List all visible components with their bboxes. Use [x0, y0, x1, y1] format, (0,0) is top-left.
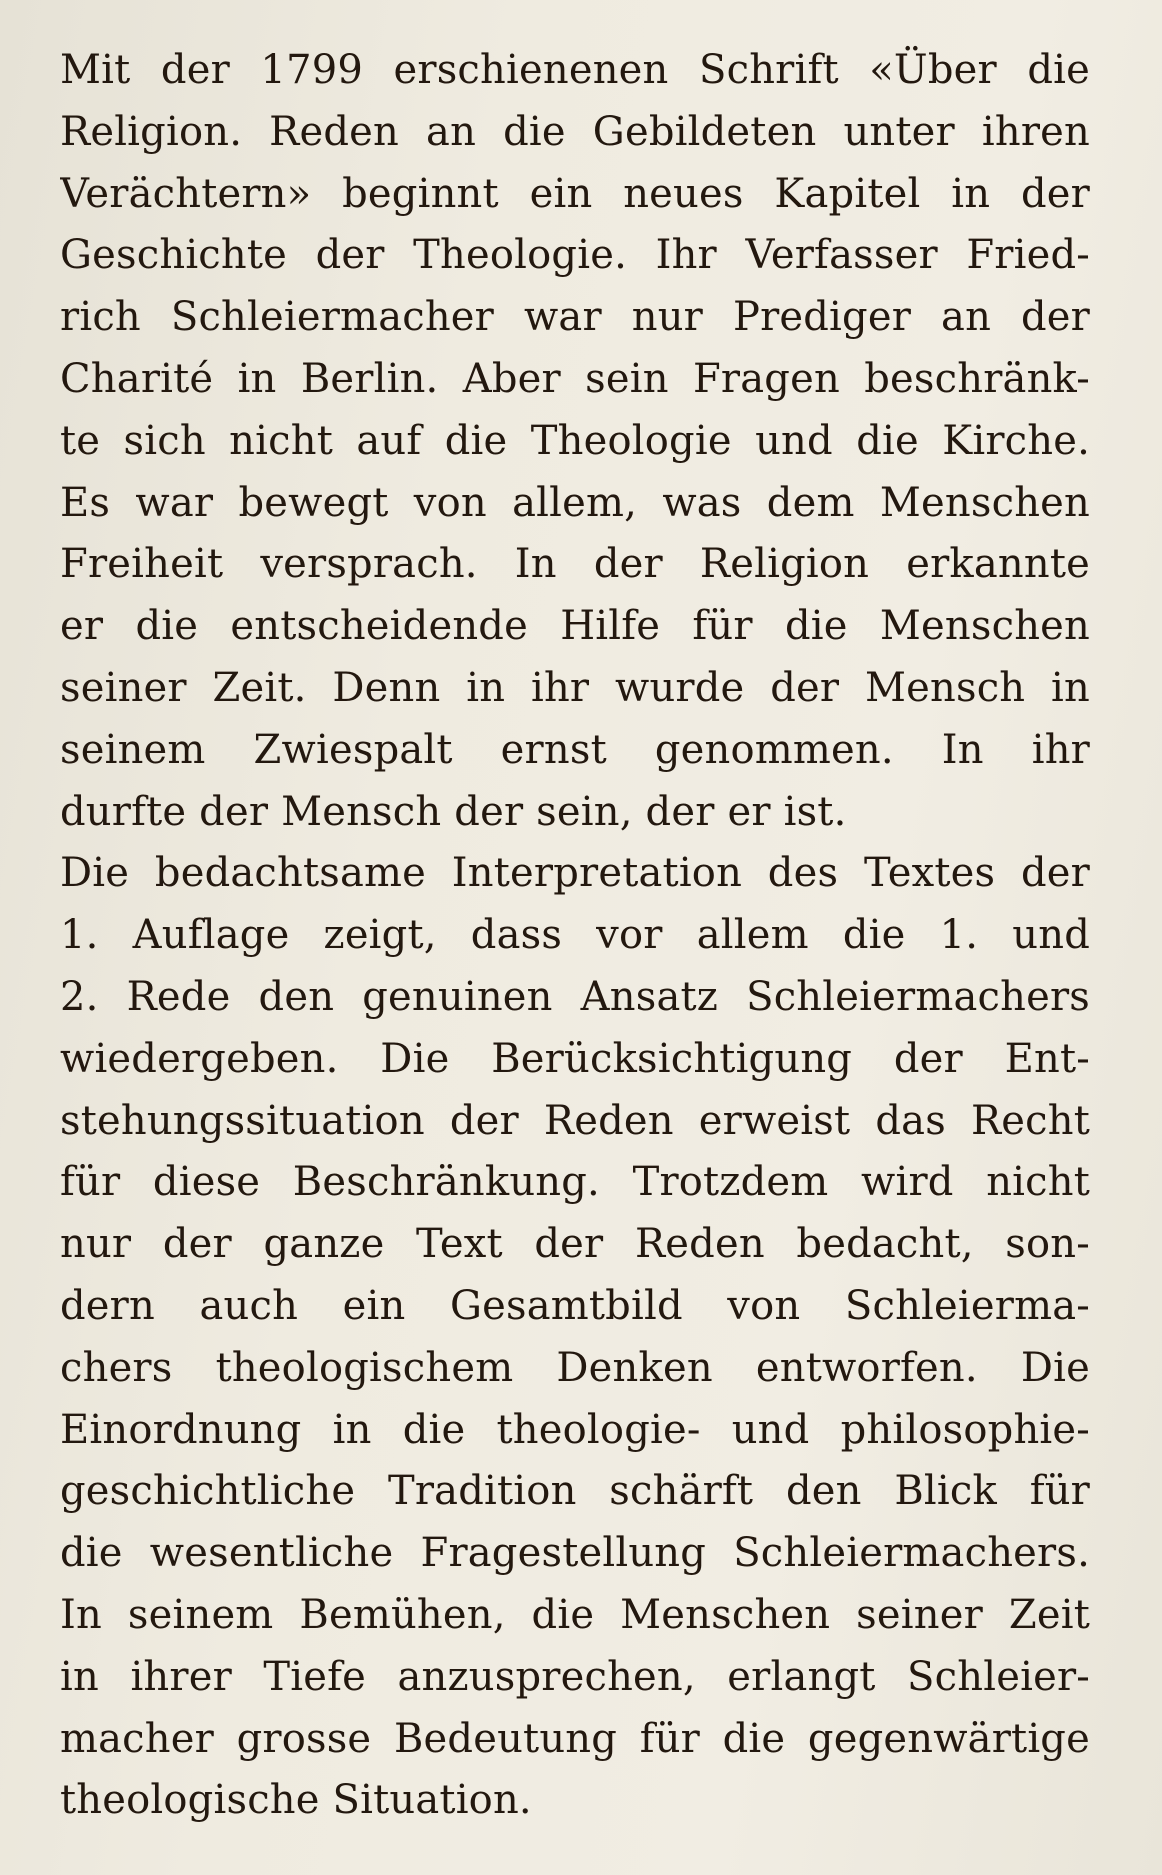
paragraph-1	[60, 40, 1090, 843]
text-line: seiner Zeit. Denn in ihr wurde der Mensch in	[60, 664, 1090, 711]
text-line: chers theologischem Denken entworfen. Die	[60, 1344, 1090, 1391]
text-line: Es war bewegt von allem, was dem Menschen	[60, 479, 1090, 526]
text-line: dern auch ein Gesamtbild von Schleierma-	[60, 1282, 1090, 1329]
text-line: in ihrer Tiefe anzusprechen, erlangt Schleier-	[60, 1653, 1090, 1700]
text-line: 1. Auflage zeigt, dass vor allem die 1. und	[60, 912, 1090, 959]
text-line: Geschichte der Theologie. Ihr Verfasser Fried-	[60, 232, 1090, 279]
text-line: rich Schleiermacher war nur Prediger an der	[60, 294, 1090, 341]
text-line: für diese Beschränkung. Trotzdem wird nicht	[60, 1159, 1090, 1206]
text-line: die wesentliche Fragestellung Schleiermachers.	[60, 1530, 1090, 1577]
text-line: seinem Zwiespalt ernst genommen. In ihr	[60, 726, 1090, 773]
paragraph-2	[60, 843, 1090, 1832]
text-line: Einordnung in die theologie- und philosophie-	[60, 1406, 1090, 1453]
text-line: te sich nicht auf die Theologie und die Kirche.	[60, 417, 1090, 464]
text-line: 2. Rede den genuinen Ansatz Schleiermachers	[60, 973, 1090, 1020]
text-line: Die bedachtsame Interpretation des Textes der	[60, 850, 1090, 897]
text-line: Freiheit versprach. In der Religion erkannte	[60, 541, 1090, 588]
text-line: Charité in Berlin. Aber sein Fragen beschränk-	[60, 355, 1090, 402]
text-line: durfte der Mensch der sein, der er ist.	[60, 788, 847, 835]
text-line: wiedergeben. Die Berücksichtigung der Ent-	[60, 1035, 1090, 1082]
text-line: nur der ganze Text der Reden bedacht, son-	[60, 1221, 1090, 1268]
text-line: theologische Situation.	[60, 1777, 532, 1824]
text-line: Religion. Reden an die Gebildeten unter ihren	[60, 108, 1090, 155]
text-line: er die entscheidende Hilfe für die Menschen	[60, 603, 1090, 650]
text-line: stehungssituation der Reden erweist das Recht	[60, 1097, 1090, 1144]
text-line: In seinem Bemühen, die Menschen seiner Zeit	[60, 1591, 1090, 1638]
text-line: macher grosse Bedeutung für die gegenwärtige	[60, 1715, 1090, 1762]
text-line: geschichtliche Tradition schärft den Blick für	[60, 1468, 1090, 1515]
text-line: Verächtern» beginnt ein neues Kapitel in der	[60, 170, 1090, 217]
text-line: Mit der 1799 erschienenen Schrift «Über die	[60, 47, 1090, 93]
blurb-text	[60, 40, 1090, 1832]
